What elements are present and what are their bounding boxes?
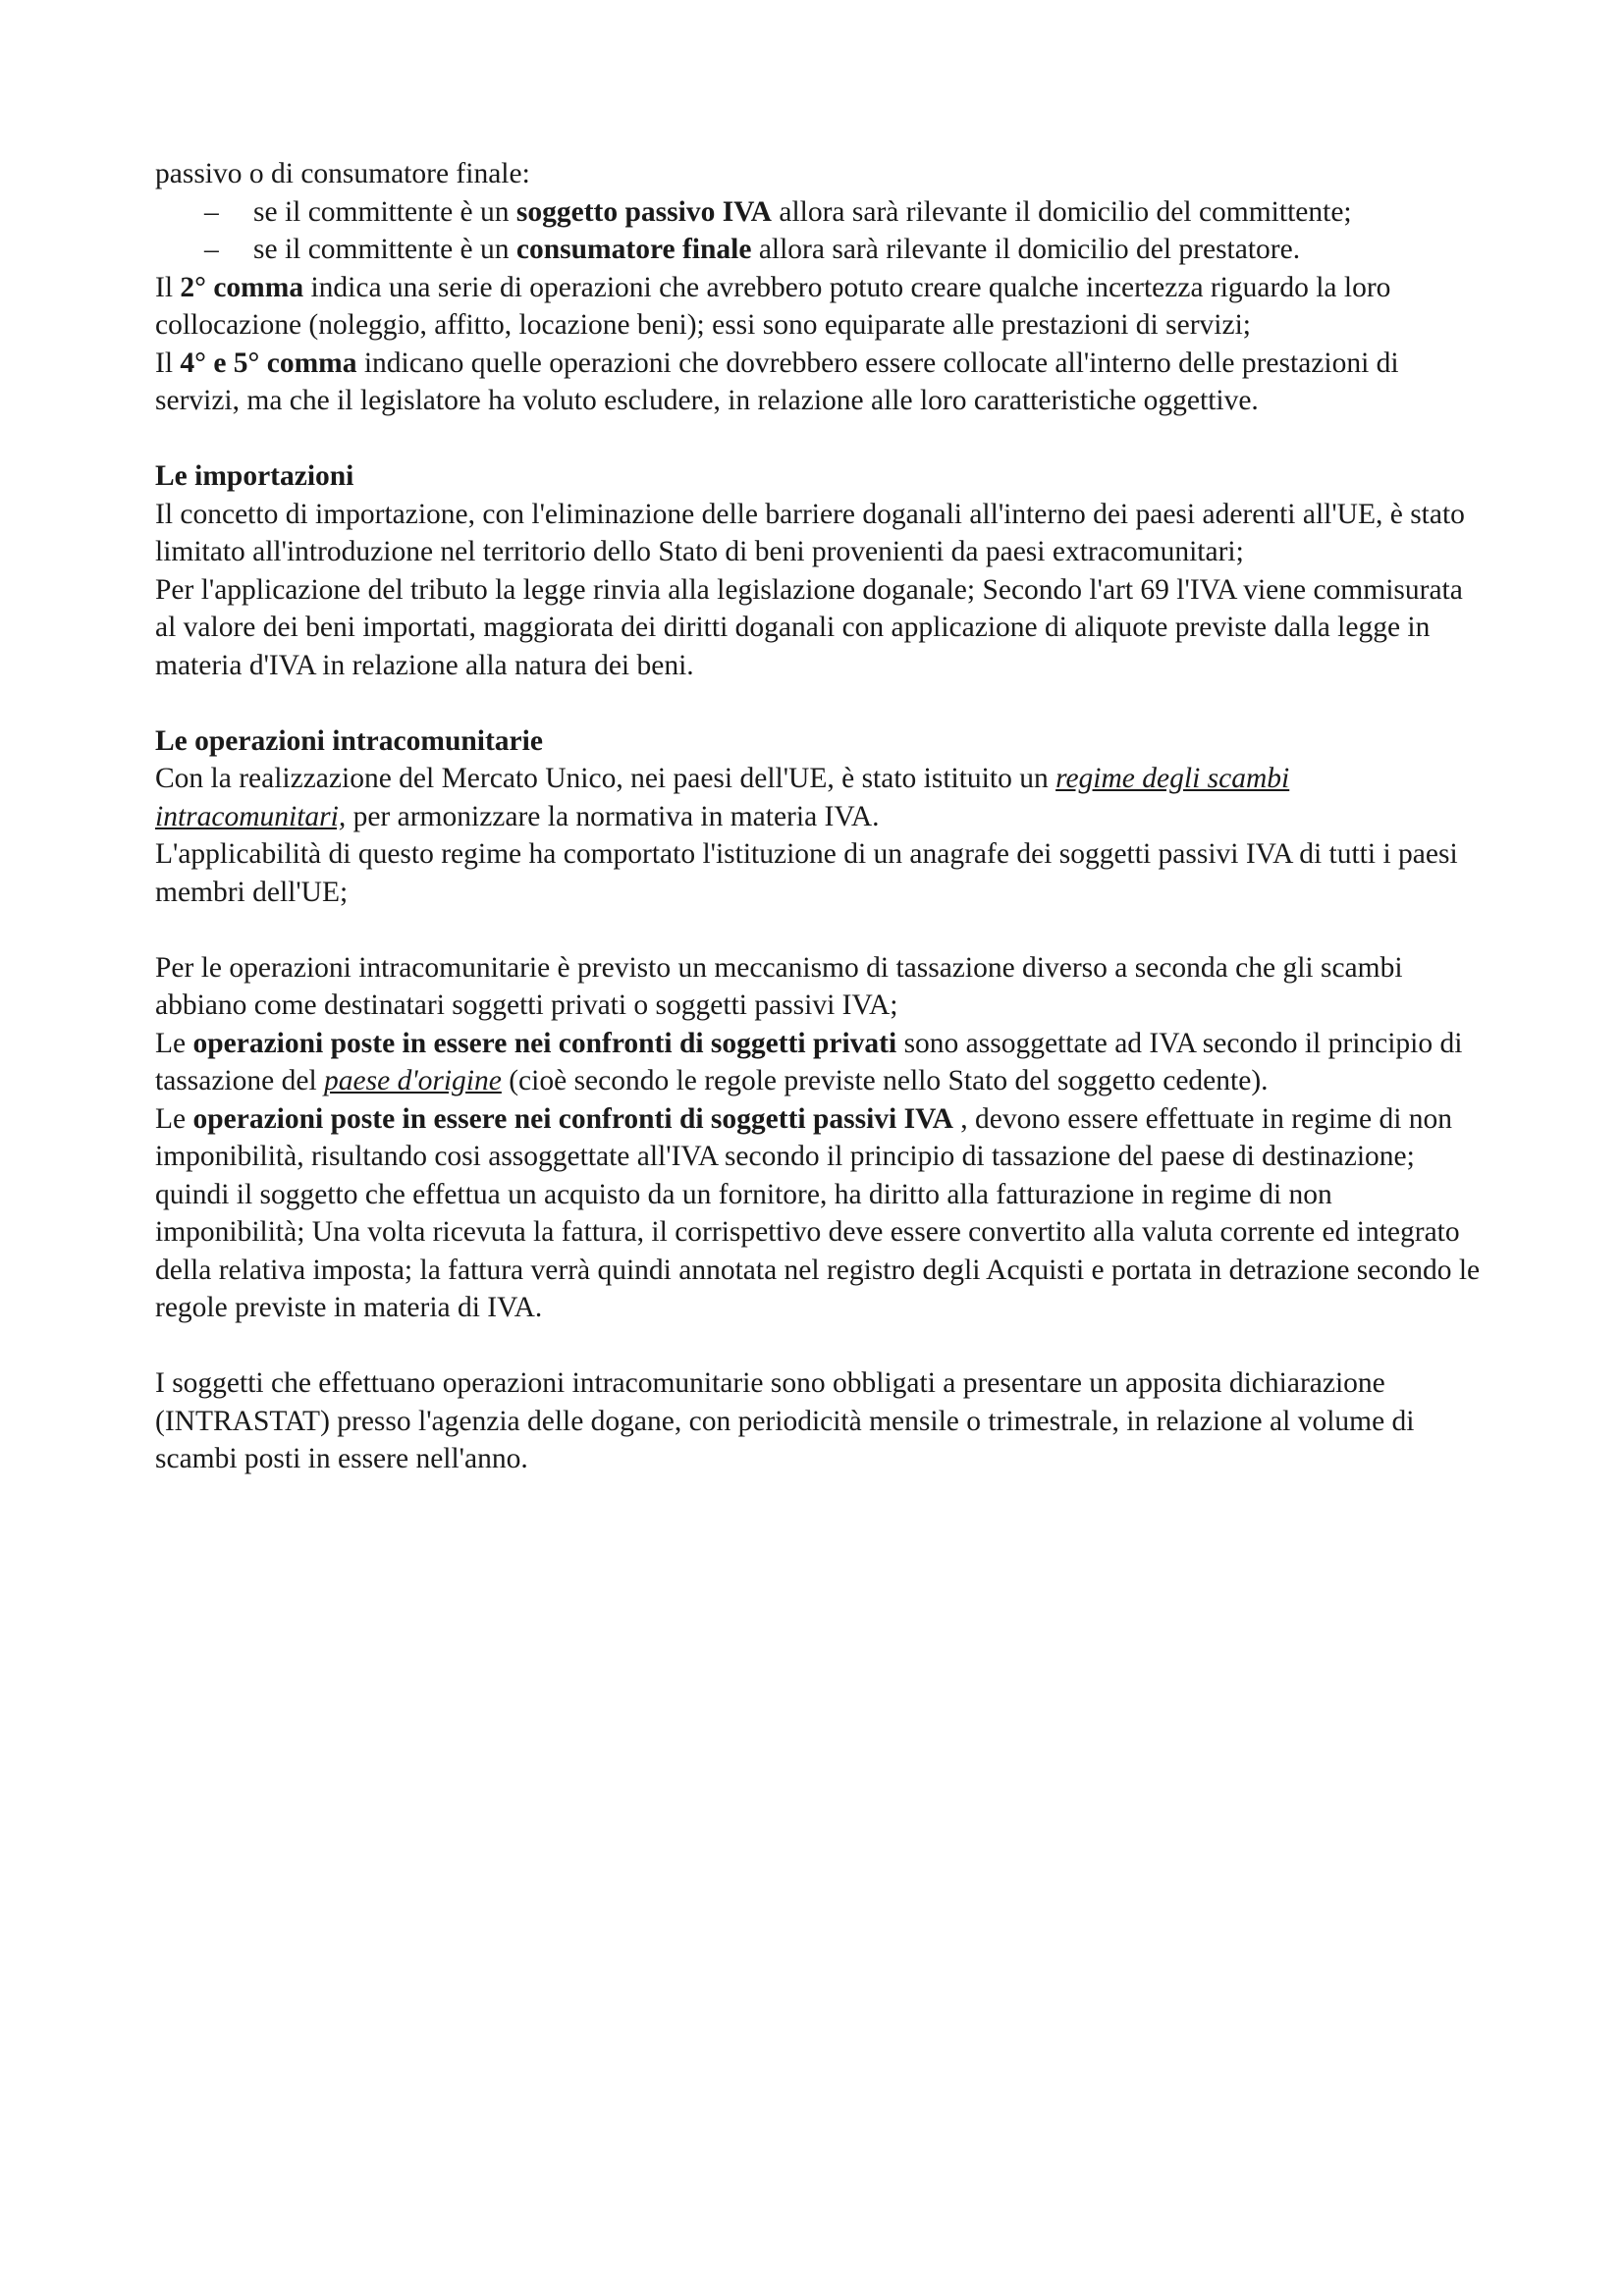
comma2-bold: 2° comma bbox=[180, 271, 304, 303]
list-item-text: allora sarà rilevante il domicilio del prestatore. bbox=[751, 234, 1301, 265]
list-item-text: se il committente è un bbox=[253, 195, 516, 228]
intracom-paragraph-5 bbox=[155, 1100, 1481, 1327]
intracom-heading: Le operazioni intracomunitarie bbox=[155, 724, 543, 757]
regime-scambi-link[interactable]: regime degli scambi intracomunitari, bbox=[155, 763, 1290, 832]
list-dash: – bbox=[204, 234, 219, 265]
importazioni-heading: Le importazioni bbox=[155, 460, 354, 492]
comma45-post: indicano quelle operazioni che dovrebbero essere collocate all'interno delle prestazioni di servizi, ma che il legislatore ha voluto escludere, in relazione alle loro caratteristiche oggettive. bbox=[155, 347, 1399, 416]
intracom-p1-pre: Con la realizzazione del Mercato Unico, nei paesi dell'UE, è stato istituito un bbox=[155, 763, 1056, 794]
list-item-bold: consumatore finale bbox=[515, 234, 752, 265]
intracom-p4-bold: operazioni poste in essere nei confronti di soggetti privati bbox=[192, 1027, 897, 1059]
domicile-list bbox=[155, 193, 1481, 269]
intracom-paragraph-4 bbox=[155, 1025, 1481, 1100]
spacer bbox=[155, 1327, 1481, 1365]
comma2-pre: Il bbox=[155, 271, 181, 303]
intracom-paragraph-1 bbox=[155, 760, 1481, 835]
intro-line: passivo o di consumatore finale: bbox=[155, 158, 530, 189]
page-content bbox=[155, 155, 1481, 1478]
intracom-paragraph-2: L'applicabilità di questo regime ha comportato l'istituzione di un anagrafe dei soggetti passivi IVA di tutti i paesi membri dell'UE; bbox=[155, 838, 1458, 908]
spacer bbox=[155, 684, 1481, 722]
spacer bbox=[155, 420, 1481, 458]
spacer bbox=[155, 911, 1481, 949]
comma2-paragraph bbox=[155, 269, 1481, 345]
list-dash: – bbox=[204, 195, 219, 228]
paese-origine-link[interactable]: paese d'origine bbox=[324, 1065, 502, 1096]
comma45-paragraph bbox=[155, 345, 1481, 420]
comma2-post: indica una serie di operazioni che avrebbero potuto creare qualche incertezza riguardo la loro collocazione (noleggio, affitto, locazione beni); essi sono equiparate alle prestazioni di servizi; bbox=[155, 271, 1391, 341]
list-item-text: allora sarà rilevante il domicilio del committente; bbox=[771, 195, 1352, 228]
list-item bbox=[155, 231, 1481, 269]
comma45-pre: Il bbox=[155, 347, 181, 379]
intracom-paragraph-3: Per le operazioni intracomunitarie è previsto un meccanismo di tassazione diverso a seconda che gli scambi abbiano come destinatari soggetti privati o soggetti passivi IVA; bbox=[155, 951, 1403, 1021]
importazioni-paragraph-1: Il concetto di importazione, con l'eliminazione delle barriere doganali all'interno dei paesi aderenti all'UE, è stato limitato all'introduzione nel territorio dello Stato di beni provenienti da paesi extracomunitari; bbox=[155, 498, 1465, 567]
intracom-p4-post: (cioè secondo le regole previste nello Stato del soggetto cedente). bbox=[501, 1065, 1269, 1096]
intracom-p5-bold: operazioni poste in essere nei confronti di soggetti passivi IVA bbox=[192, 1102, 953, 1135]
list-item-text: se il committente è un bbox=[253, 234, 516, 265]
intracom-p5-pre: Le bbox=[155, 1102, 193, 1135]
importazioni-paragraph-2: Per l'applicazione del tributo la legge rinvia alla legislazione doganale; Secondo l'art 69 l'IVA viene commisurata al valore dei beni importati, maggiorata dei diritti doganali con applicazione di aliquote previste dalla legge in materia d'IVA in relazione alla natura dei beni. bbox=[155, 573, 1463, 681]
intracom-p5-post: , devono essere effettuate in regime di non imponibilità, risultando cosi assoggettate all'IVA secondo il principio di tassazione del paese di destinazione; quindi il soggetto che effettua un acquisto da un fornitore, ha diritto alla fatturazione in regime di non imponibilità; Una volta ricevuta la fattura, il corrispettivo deve essere convertito alla valuta corrente ed integrato della relativa imposta; la fattura verrà quindi annotata nel registro degli Acquisti e portata in detrazione secondo le regole previste in materia di IVA. bbox=[155, 1102, 1481, 1323]
intracom-paragraph-6: I soggetti che effettuano operazioni intracomunitarie sono obbligati a presentare un apposita dichiarazione (INTRASTAT) presso l'agenzia delle dogane, con periodicità mensile o trimestrale, in relazione al volume di scambi posti in essere nell'anno. bbox=[155, 1367, 1415, 1474]
list-item-bold: soggetto passivo IVA bbox=[515, 195, 772, 228]
intracom-p1-post: per armonizzare la normativa in materia IVA. bbox=[346, 800, 880, 832]
comma45-bold: 4° e 5° comma bbox=[180, 347, 357, 379]
intracom-p4-mid: sono assoggettate ad IVA secondo il principio di tassazione del bbox=[155, 1027, 1463, 1096]
list-item bbox=[155, 193, 1481, 232]
intracom-p4-pre: Le bbox=[155, 1027, 193, 1059]
